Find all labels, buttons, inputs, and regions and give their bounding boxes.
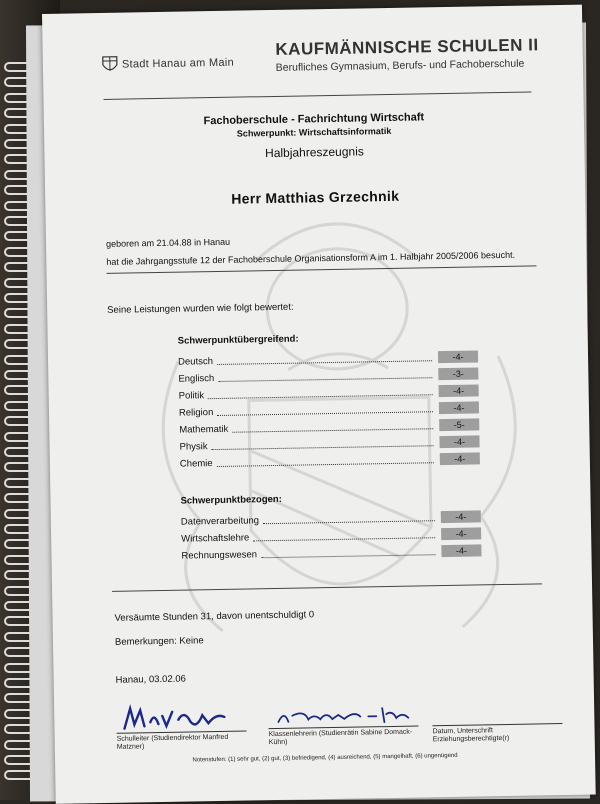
grade-box: -4- <box>441 527 481 540</box>
guardian-caption: Datum, Unterschrift Erziehungsberechtigte(r) <box>432 723 562 744</box>
guardian-signature-block <box>432 723 562 744</box>
subject-name: Politik <box>178 390 205 402</box>
teacher-signature-block <box>268 704 419 748</box>
subject-name: Englisch <box>178 373 215 385</box>
performance-intro: Seine Leistungen wurden wie folgt bewertet: <box>107 301 294 316</box>
focus-subjects-heading: Schwerpunktbezogen: <box>180 493 282 507</box>
grade-box: -4- <box>439 384 479 397</box>
school-header <box>275 35 539 74</box>
leader-dots <box>263 520 435 524</box>
header-divider <box>103 91 531 99</box>
subject-name: Wirtschaftslehre <box>181 532 250 545</box>
grade-box: -4- <box>440 452 480 465</box>
subject-name: Mathematik <box>179 423 229 436</box>
principal-caption: Schulleiter (Studiendirektor Manfred Matzner) <box>117 731 247 752</box>
subject-name: Deutsch <box>178 356 214 368</box>
subject-name: Datenverarbeitung <box>180 515 260 528</box>
subject-name: Religion <box>178 407 214 419</box>
teacher-signature <box>274 704 414 728</box>
subject-name: Physik <box>179 441 208 453</box>
subject-name: Chemie <box>179 458 213 470</box>
teacher-caption: Klassenlehrerin (Studienrätin Sabine Domack-Kühn) <box>268 726 418 748</box>
certificate-page <box>42 5 596 804</box>
grade-box: -3- <box>438 367 478 380</box>
document-type: Halbjahreszeugnis <box>264 144 364 161</box>
general-subjects-heading: Schwerpunktübergreifend: <box>177 333 299 347</box>
principal-signature <box>120 701 231 733</box>
grade-box: -4- <box>441 510 481 523</box>
grade-box: -5- <box>439 418 479 431</box>
subject-name: Rechnungswesen <box>181 549 258 562</box>
remarks: Bemerkungen: Keine <box>114 635 204 648</box>
grade-box: -4- <box>439 401 479 414</box>
crest-icon <box>101 55 119 75</box>
attendance-info: hat die Jahrgangsstufe 12 der Fachoberschule Organisationsform A im 1. Halbjahr 2005/2006 besucht. <box>106 249 516 267</box>
program-focus: Schwerpunkt: Wirtschaftsinformatik <box>236 125 392 139</box>
place-date: Hanau, 03.02.06 <box>115 673 186 686</box>
school-subtitle: Berufliches Gymnasium, Berufs- und Fachoberschule <box>275 57 525 74</box>
grade-box: -4- <box>438 350 478 363</box>
grade-box: -4- <box>439 435 479 448</box>
birth-info: geboren am 21.04.88 in Hanau <box>105 236 231 249</box>
city-logo-text: Stadt Hanau am Main <box>121 56 235 71</box>
grade-box: -4- <box>441 544 481 557</box>
program-title: Fachoberschule - Fachrichtung Wirtschaft <box>203 111 425 128</box>
leader-dots <box>261 554 435 558</box>
absences: Versäumte Stunden 31, davon unentschuldigt 0 <box>114 609 315 624</box>
grading-scale: Notenstufen: (1) sehr gut, (2) gut, (3) befriedigend, (4) ausreichend, (5) mangelhaft, (6) ungenügend <box>192 752 458 764</box>
student-name: Herr Matthias Grzechnik <box>231 187 400 207</box>
city-logo <box>101 53 234 75</box>
school-name: KAUFMÄNNISCHE SCHULEN II <box>275 35 539 59</box>
principal-signature-block <box>116 701 247 752</box>
